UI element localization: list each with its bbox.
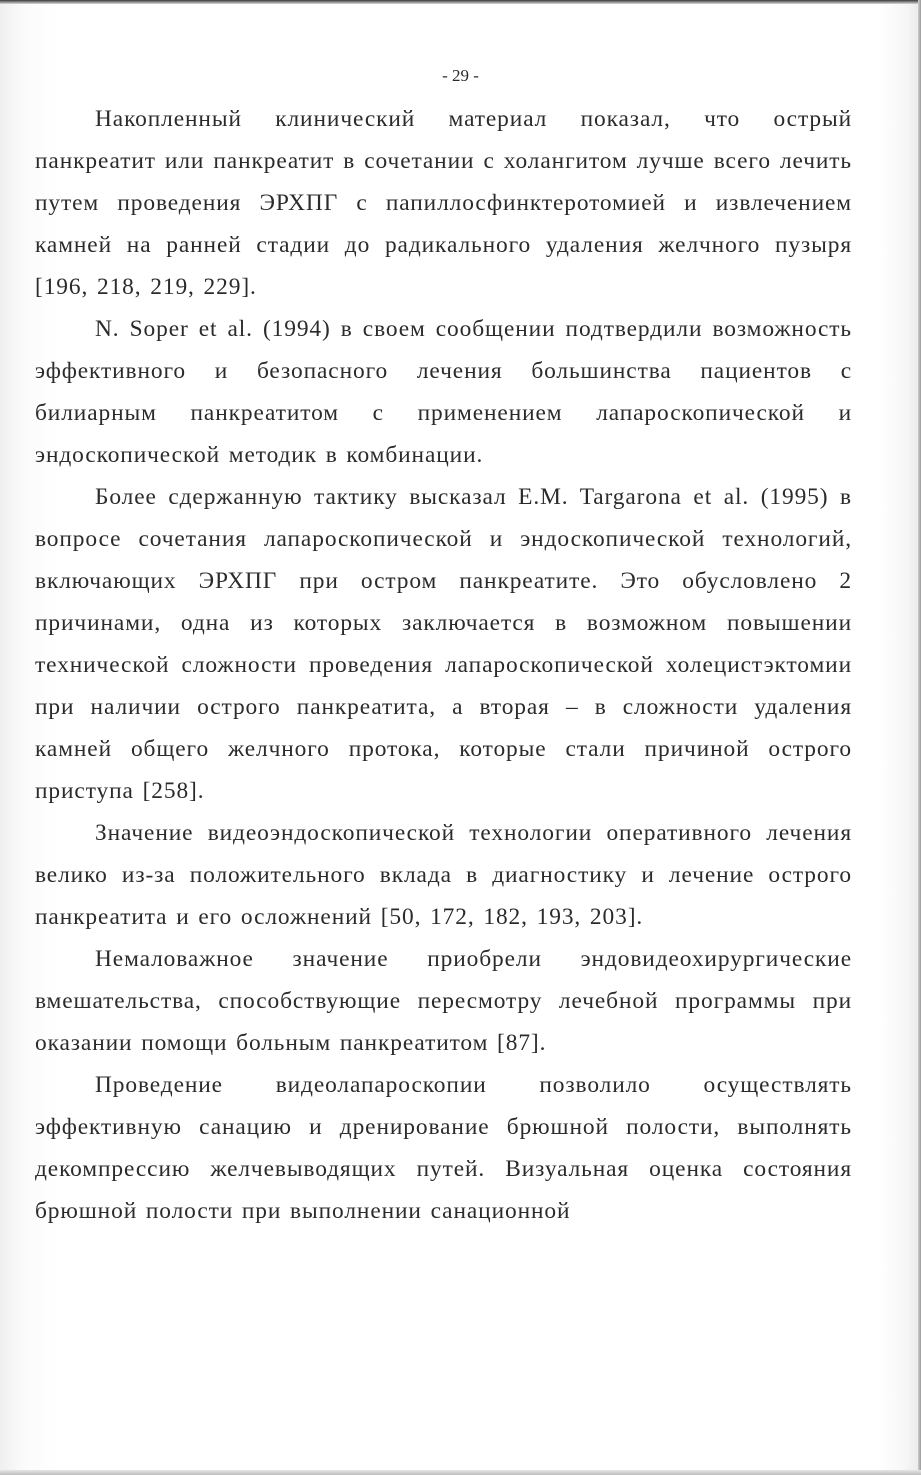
paragraph-6: Проведение видеолапароскопии позволило осуществлять эффективную санацию и дренирование брюшной полости, выполнять декомпрессию желчевыводящих путей. Визуальная оценка состояния брюшной полости при выполнении санационной — [35, 1072, 852, 1224]
scan-bottom-edge — [0, 1470, 921, 1475]
paragraph-2: N. Soper et al. (1994) в своем сообщении подтвердили возможность эффективного и безопасного лечения большинства пациентов с билиарным панкреатитом с применением лапароскопической и эндоскопической методик в комбинации. — [35, 316, 852, 468]
body-text — [35, 98, 852, 1232]
scan-top-edge — [0, 0, 921, 4]
page-number: - 29 - — [442, 66, 479, 85]
paragraph-1: Накопленный клинический материал показал, что острый панкреатит или панкреатит в сочетании с холангитом лучше всего лечить путем проведения ЭРХПГ с папиллосфинктеротомией и извлечением камней на ранней стадии до радикального удаления желчного пузыря [196, 218, 219, 229]. — [35, 106, 852, 300]
paragraph-4: Значение видеоэндоскопической технологии оперативного лечения велико из-за положительного вклада в диагностику и лечение острого панкреатита и его осложнений [50, 172, 182, 193, 203]. — [35, 820, 852, 930]
paragraph-5: Немаловажное значение приобрели эндовидеохирургические вмешательства, способствующие пересмотру лечебной программы при оказании помощи больным панкреатитом [87]. — [35, 946, 852, 1056]
paragraph-3: Более сдержанную тактику высказал E.M. Targarona et al. (1995) в вопросе сочетания лапароскопической и эндоскопической технологий, включающих ЭРХПГ при остром панкреатите. Это обусловлено 2 причинами, одна из которых заключается в возможном повышении технической сложности проведения лапароскопической холецистэктомии при наличии острого панкреатита, а вторая – в сложности удаления камней общего желчного протока, которые стали причиной острого приступа [258]. — [35, 484, 852, 804]
